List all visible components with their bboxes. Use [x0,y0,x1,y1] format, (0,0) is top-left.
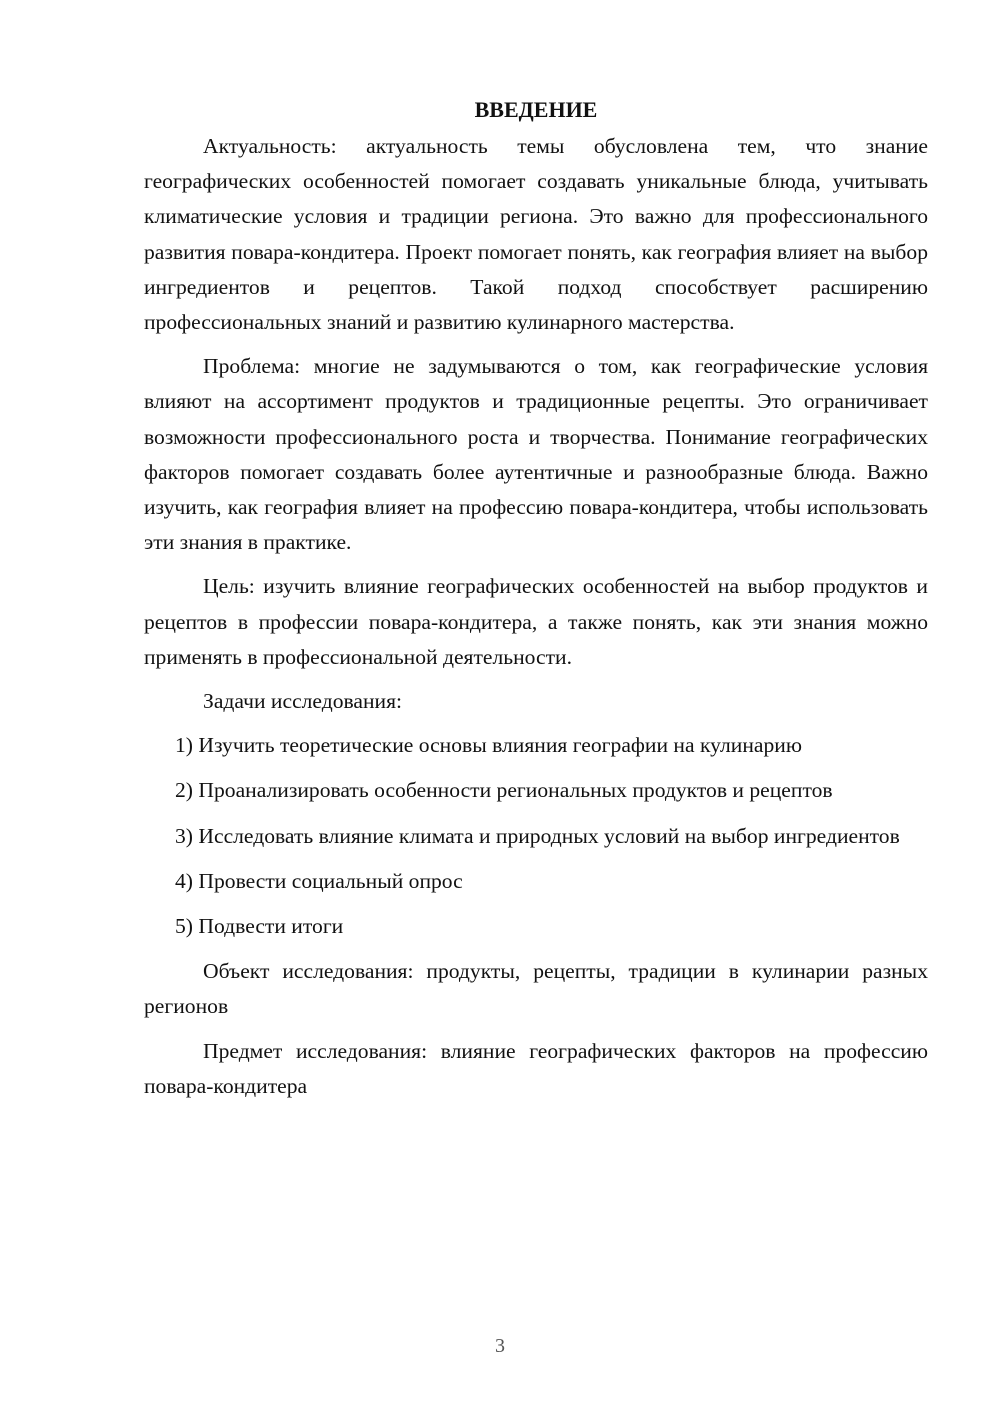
task-item-3: 3) Исследовать влияние климата и природных условий на выбор ингредиентов [175,823,900,848]
section-title: ВВЕДЕНИЕ [474,97,598,122]
tasks-heading: Задачи исследования: [203,689,403,714]
page-number: 3 [495,1335,505,1357]
paragraph-problem: Проблема: многие не задумываются о том, как географические условия влияют на ассортимент продуктов и традиционные рецепты. Это ограничивает возможности профессионального роста и творчества. Понимание географических факторов помогает создавать более аутентичные и разнообразные блюда. Важно изучить, как география влияет на профессию повара-кондитера, чтобы использовать эти знания в практике. [144,354,928,555]
paragraph-goal: Цель: изучить влияние географических особенностей на выбор продуктов и рецептов в профессии повара-кондитера, а также понять, как эти знания можно применять в профессиональной деятельности. [144,574,928,669]
task-item-2: 2) Проанализировать особенности региональных продуктов и рецептов [175,778,833,803]
document-page [144,96,928,1113]
task-item-4: 4) Провести социальный опрос [175,868,463,893]
paragraph-subject: Предмет исследования: влияние географических факторов на профессию повара-кондитера [144,1038,928,1098]
paragraph-object: Объект исследования: продукты, рецепты, традиции в кулинарии разных регионов [144,959,928,1019]
task-item-1: 1) Изучить теоретические основы влияния географии на кулинарию [175,733,802,758]
task-item-5: 5) Подвести итоги [175,914,344,939]
paragraph-relevance: Актуальность: актуальность темы обусловлена тем, что знание географических особенностей помогает создавать уникальные блюда, учитывать климатические условия и традиции региона. Это важно для профессионального развития повара-кондитера. Проект помогает понять, как география влияет на выбор ингредиентов и рецептов. Такой подход способствует расширению профессиональных знаний и развитию кулинарного мастерства. [144,134,928,335]
